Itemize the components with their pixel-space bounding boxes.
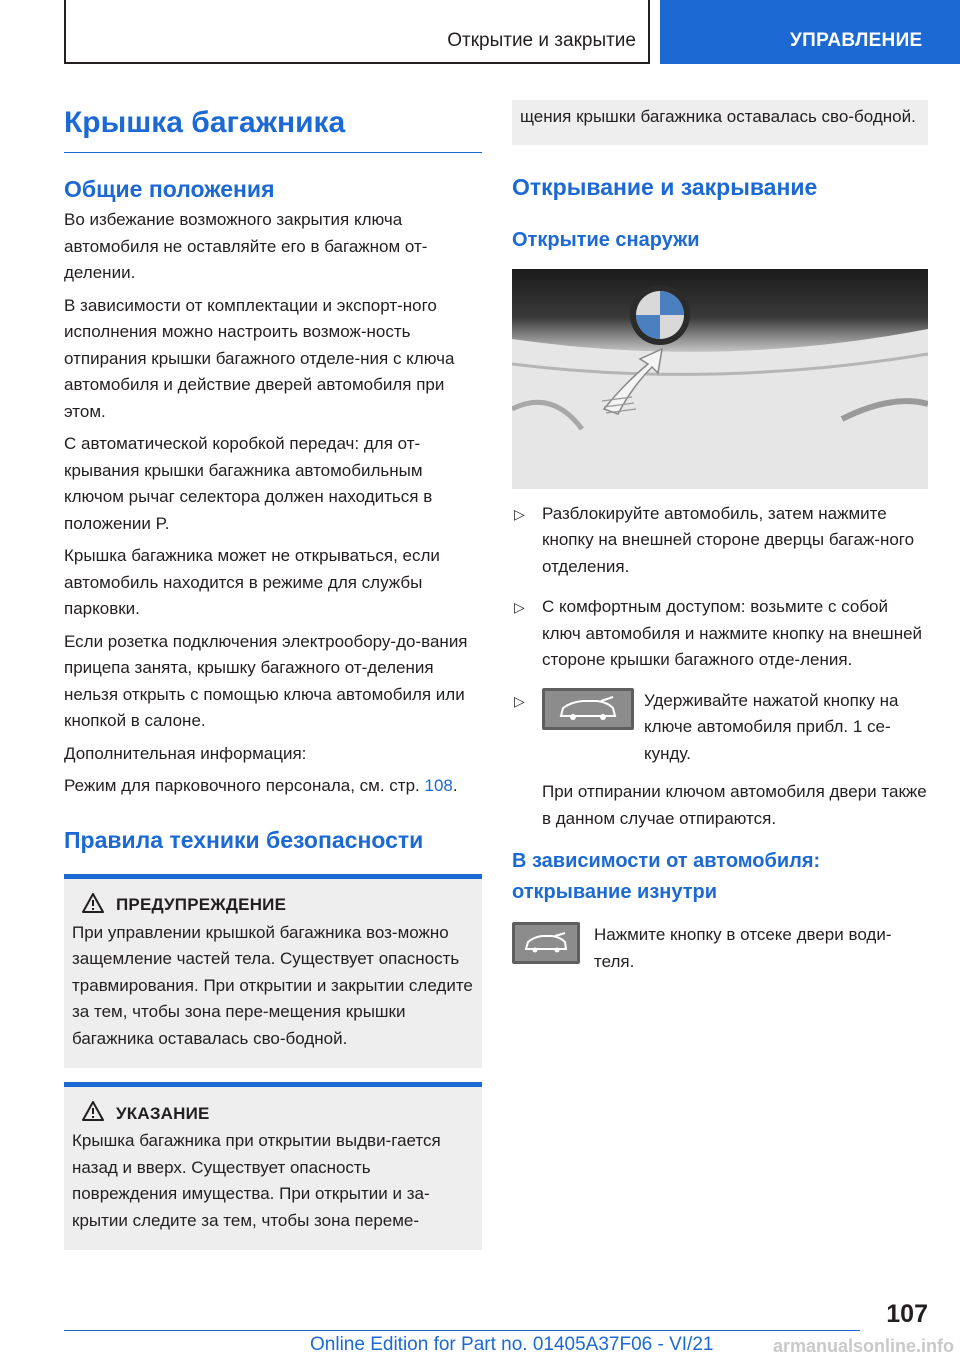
trunk-button-photo xyxy=(512,269,928,489)
paragraph: С автоматической коробкой передач: для от-крывания крышки багажника автомобильным ключом рычаг селектора должен находиться в положении P. xyxy=(64,434,433,533)
warning-title-row xyxy=(82,893,474,918)
warning-triangle-icon xyxy=(82,893,104,918)
left-column xyxy=(64,100,482,1250)
header-chapter-label: УПРАВЛЕНИЕ xyxy=(790,30,923,51)
right-column xyxy=(512,100,928,975)
warning-text: При управлении крышкой багажника воз-можно защемление частей тела. Существует опасность травмирования. При открытии и закрытии следите за тем, чтобы зона пере-мещения крышки багажника оставалась сво-бодной. xyxy=(72,922,473,1048)
trunk-button-car-icon xyxy=(542,688,634,730)
notice-text-continued: щения крышки багажника оставалась сво-бодной. xyxy=(520,107,916,126)
notice-triangle-icon xyxy=(82,1101,104,1126)
list-item-text: Разблокируйте автомобиль, затем нажмите кнопку на внешней стороне дверцы багаж-ного отделения. xyxy=(542,503,915,576)
inside-instruction xyxy=(512,922,928,975)
list-item-note: При отпирании ключом автомобиля двери также в данном случае отпираются. xyxy=(542,782,927,828)
paragraph: Крышка багажника может не открываться, если автомобиль находится в режиме для службы парковки. xyxy=(64,546,440,618)
interior-trunk-button-icon xyxy=(512,922,580,964)
notice-title-row xyxy=(82,1101,474,1126)
page-number: 107 xyxy=(886,1300,928,1328)
inside-heading: В зависимости от автомобиля: открывание изнутри xyxy=(512,850,821,903)
list-item-text: Удерживайте нажатой кнопку на ключе автомобиля прибл. 1 се-кунду. xyxy=(644,690,899,763)
reference-text: Режим для парковочного персонала, см. стр. xyxy=(64,776,425,795)
list-item-row xyxy=(542,688,928,768)
inside-instruction-text: Нажмите кнопку в отсеке двери води-теля. xyxy=(594,925,892,971)
warning-box xyxy=(64,874,482,1069)
footer-divider xyxy=(64,1330,860,1331)
general-heading: Общие положения xyxy=(64,176,275,202)
notice-box xyxy=(64,1082,482,1250)
list-item xyxy=(512,501,928,581)
paragraph: Во избежание возможного закрытия ключа автомобиля не оставляйте его в багажном от-делении. xyxy=(64,210,428,282)
notice-box-continued xyxy=(512,100,928,145)
instruction-list xyxy=(512,501,928,833)
list-item-text: С комфортным доступом: возьмите с собой ключ автомобиля и нажмите кнопку на внешней стороне крышки багажного отде-ления. xyxy=(542,597,923,669)
trunk-photo-illustration xyxy=(512,269,928,489)
reference-paragraph xyxy=(64,773,482,800)
header-section-tab xyxy=(64,0,650,64)
header-chapter-tab xyxy=(660,0,960,64)
list-item xyxy=(512,594,928,674)
warning-title: ПРЕДУПРЕЖДЕНИЕ xyxy=(116,895,287,914)
notice-title: УКАЗАНИЕ xyxy=(116,1103,210,1123)
notice-text: Крышка багажника при открытии выдви-гается назад и вверх. Существует опасность повреждения имущества. При открытии и за-крытии следите за тем, чтобы зона переме- xyxy=(72,1131,441,1230)
edition-label: Online Edition for Part no. 01405A37F06 - VI/21 xyxy=(310,1334,714,1355)
bullet-triangle-icon: ▷ xyxy=(514,599,525,615)
watermark: armanualsonline.info xyxy=(772,1336,954,1356)
safety-heading: Правила техники безопасности xyxy=(64,826,424,853)
bullet-triangle-icon: ▷ xyxy=(514,692,525,709)
paragraph: Если розетка подключения электрообору-до-вания прицепа занята, крышку багажного от-деления нельзя открыть с помощью ключа автомобиля или кнопкой в салоне. xyxy=(64,631,468,730)
reference-end: . xyxy=(452,776,458,795)
outside-heading: Открытие снаружи xyxy=(512,228,700,251)
open-close-heading: Открывание и закрывание xyxy=(512,173,818,200)
list-item-body xyxy=(542,688,928,833)
list-item xyxy=(512,688,928,833)
page-reference-link[interactable]: 108 xyxy=(424,776,453,795)
header-section-label: Открытие и закрытие xyxy=(447,30,636,51)
bullet-triangle-icon: ▷ xyxy=(514,505,525,522)
page-title: Крышка багажника xyxy=(64,100,482,153)
paragraph: В зависимости от комплектации и экспорт-ного исполнения можно настроить возмож-ность отпирания крышки багажного отделе-ния с ключа автомобиля и действие дверей автомобиля при этом. xyxy=(64,295,455,421)
paragraph: Дополнительная информация: xyxy=(64,743,307,763)
